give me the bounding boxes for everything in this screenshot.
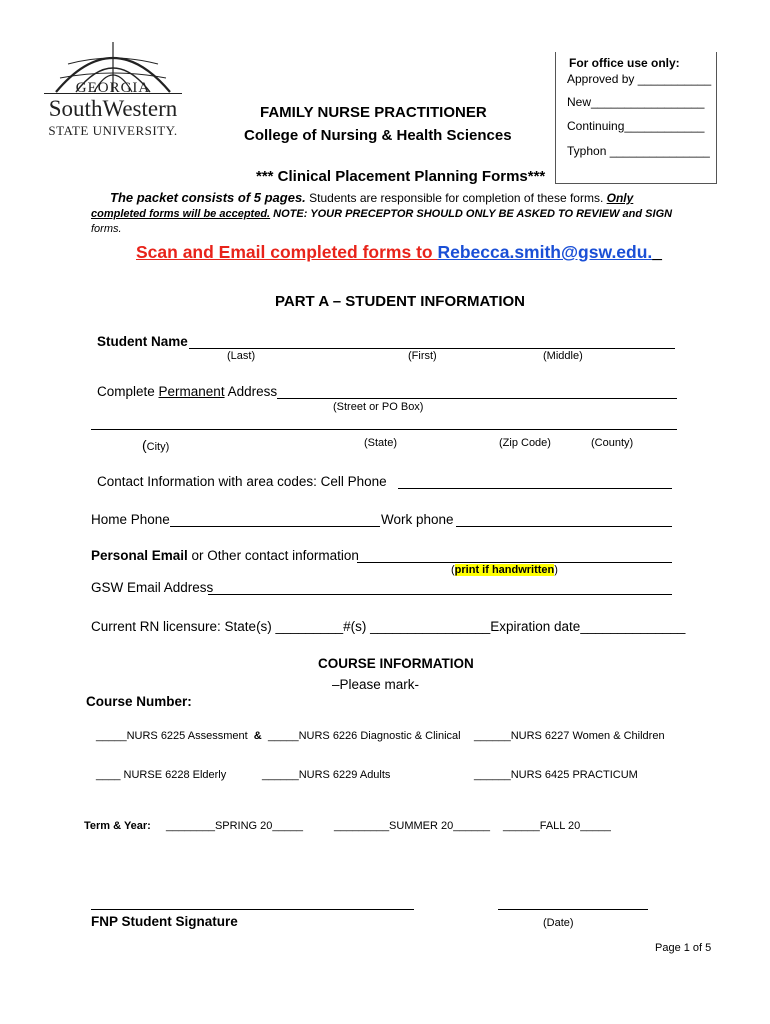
university-logo	[38, 34, 188, 144]
city-paren: (	[142, 437, 147, 453]
intro-line-2	[91, 208, 672, 220]
label-last: (Last)	[227, 350, 256, 362]
label-middle: (Middle)	[543, 350, 583, 362]
please-mark: –Please mark-	[332, 677, 420, 692]
course-6425[interactable]: ______NURS 6425 PRACTICUM	[474, 769, 638, 781]
cell-phone-field[interactable]	[398, 488, 672, 489]
course-6226[interactable]: _____NURS 6226 Diagnostic & Clinical	[268, 730, 461, 742]
address-city-field[interactable]	[91, 429, 677, 430]
rn-license-line: Current RN licensure: State(s) _________#(s) ________________Expiration date______________	[91, 619, 686, 634]
page-number: Page 1 of 5	[655, 942, 712, 954]
label-county: (County)	[591, 437, 634, 449]
personal-email-field[interactable]	[357, 562, 672, 563]
forms-title: *** Clinical Placement Planning Forms***	[256, 168, 546, 185]
home-phone-field[interactable]	[170, 526, 380, 527]
student-name-field[interactable]	[189, 348, 675, 349]
personal-email-bold: Personal Email	[91, 548, 188, 563]
office-continuing: Continuing____________	[567, 119, 705, 133]
term-fall[interactable]: ______FALL 20_____	[503, 820, 611, 832]
office-typhon: Typhon _______________	[567, 144, 710, 158]
print-note	[451, 564, 558, 576]
address-permanent: Permanent	[158, 384, 225, 399]
print-handwritten: print if handwritten	[454, 564, 555, 576]
work-phone-field[interactable]	[456, 526, 672, 527]
home-phone-label: Home Phone	[91, 512, 170, 527]
office-title: For office use only:	[569, 56, 680, 70]
label-first: (First)	[408, 350, 437, 362]
label-street: (Street or PO Box)	[333, 401, 424, 413]
scan-text: Scan and Email completed forms to	[136, 242, 438, 262]
course-amp: &	[253, 730, 262, 742]
print-close: )	[554, 564, 558, 576]
personal-email-rest: or Other contact information	[187, 548, 359, 563]
term-summer[interactable]: _________SUMMER 20______	[334, 820, 490, 832]
cell-phone-label: Contact Information with area codes: Cell Phone	[97, 474, 387, 489]
course-6228[interactable]: ____ NURSE 6228 Elderly	[96, 769, 227, 781]
intro-only: Only	[606, 191, 634, 205]
course-6225[interactable]	[96, 730, 262, 742]
course-number-label: Course Number:	[86, 694, 192, 709]
address-pre: Complete	[97, 384, 159, 399]
program-title: FAMILY NURSE PRACTITIONER	[260, 104, 487, 121]
work-phone-label: Work phone	[381, 512, 454, 527]
scan-email-line	[136, 242, 662, 263]
label-city	[142, 437, 169, 453]
address-street-field[interactable]	[277, 398, 677, 399]
student-name-label: Student Name	[97, 334, 188, 349]
gsw-email-label: GSW Email Address	[91, 580, 214, 595]
course-6225-text: _____NURS 6225 Assessment	[96, 730, 248, 742]
office-use-box	[555, 52, 717, 184]
intro-packet-bold: The packet consists of 5 pages.	[110, 190, 306, 205]
logo-georgia: GEORGIA	[75, 80, 151, 96]
label-state: (State)	[364, 437, 398, 449]
college-title: College of Nursing & Health Sciences	[244, 127, 512, 144]
signature-field[interactable]	[91, 909, 414, 910]
course-6227[interactable]: ______NURS 6227 Women & Children	[474, 730, 665, 742]
logo-state-university: STATE UNIVERSITY.	[48, 123, 178, 138]
intro-completed: completed forms will be accepted.	[91, 208, 271, 220]
date-field[interactable]	[498, 909, 648, 910]
personal-email-label	[91, 548, 359, 563]
term-spring[interactable]: ________SPRING 20_____	[166, 820, 303, 832]
address-post: Address	[224, 384, 278, 399]
gsw-email-field[interactable]	[208, 594, 672, 595]
intro-note: NOTE: YOUR PRECEPTOR SHOULD ONLY BE ASKED TO REVIEW and SIGN	[270, 208, 673, 220]
print-open: (	[451, 564, 455, 576]
office-approved: Approved by ___________	[567, 72, 712, 86]
office-new: New_________________	[567, 95, 705, 109]
date-label: (Date)	[543, 917, 574, 929]
course-6229[interactable]: ______NURS 6229 Adults	[262, 769, 391, 781]
logo-southwestern: SouthWestern	[48, 96, 178, 121]
signature-label: FNP Student Signature	[91, 914, 238, 929]
city-text: City)	[146, 441, 170, 453]
scan-trail: _	[652, 242, 663, 262]
part-a-title: PART A – STUDENT INFORMATION	[275, 293, 525, 310]
label-zip: (Zip Code)	[499, 437, 551, 449]
course-info-title: COURSE INFORMATION	[318, 656, 474, 671]
intro-line-3: forms.	[91, 223, 122, 235]
contact-email-link[interactable]: Rebecca.smith@gsw.edu.	[437, 242, 653, 262]
intro-packet-rest: Students are responsible for completion of these forms.	[305, 191, 607, 205]
address-label	[97, 384, 277, 399]
term-year-label: Term & Year:	[84, 820, 151, 832]
intro-line-1	[110, 190, 633, 205]
